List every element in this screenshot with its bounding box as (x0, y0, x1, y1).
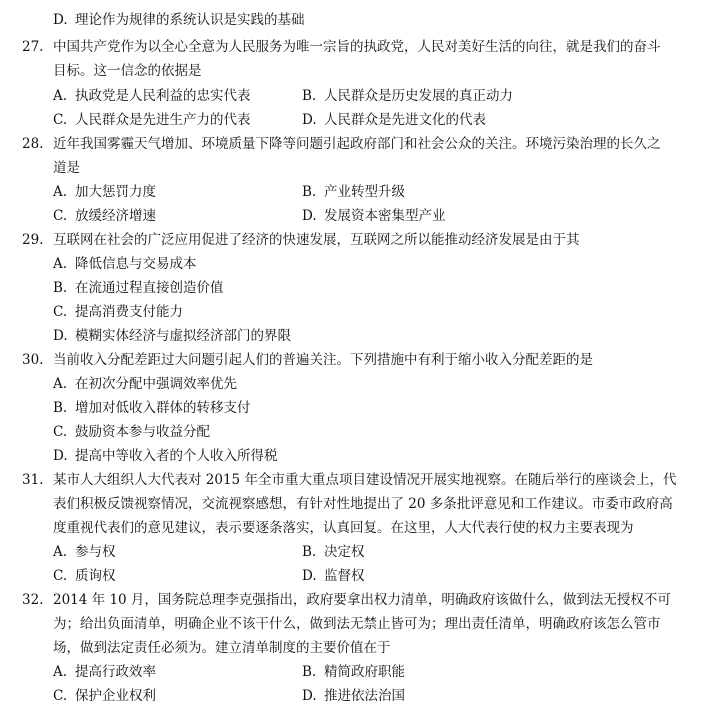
option-a: A. 提高行政效率 (53, 664, 156, 680)
option-d: D. 监督权 (302, 568, 365, 584)
option-text: 理论作为规律的系统认识是实践的基础 (75, 12, 305, 28)
option-a: A. 加大惩罚力度 (53, 184, 156, 200)
option-d: D. 提高中等收入者的个人收入所得税 (53, 448, 278, 464)
question-number: 28. (22, 136, 44, 152)
question-number: 31. (22, 472, 44, 488)
question-stem: 近年我国雾霾天气增加、环境质量下降等问题引起政府部门和社会公众的关注。环境污染治理的长久之 (53, 136, 661, 152)
question-number: 30. (22, 352, 44, 368)
option-b: B. 在流通过程直接创造价值 (53, 280, 224, 296)
question-number: 32. (22, 592, 44, 608)
question-stem: 场，做到法定责任必须为。建立清单制度的主要价值在于 (53, 640, 391, 656)
question-stem: 为；给出负面清单，明确企业不该干什么，做到法无禁止皆可为；理出责任清单，明确政府该怎么管市 (53, 616, 661, 632)
option-c: C. 放缓经济增速 (53, 208, 156, 224)
option-d: D. 发展资本密集型产业 (302, 208, 446, 224)
question-stem: 中国共产党作为以全心全意为人民服务为唯一宗旨的执政党，人民对美好生活的向往，就是我们的奋斗 (53, 39, 661, 55)
option-c: C. 保护企业权利 (53, 688, 156, 704)
option-a: A. 降低信息与交易成本 (53, 256, 197, 272)
question-stem: 2014 年 10 月，国务院总理李克强指出，政府要拿出权力清单，明确政府该做什么，做到法无授权不可 (53, 592, 671, 608)
question-stem: 表们积极反馈视察情况，交流视察感想，有针对性地提出了 20 多条批评意见和工作建议。市委市政府高 (53, 496, 673, 512)
option-a: A. 参与权 (53, 544, 116, 560)
question-stem: 目标。这一信念的依据是 (53, 63, 202, 79)
lead-option (0, 8, 704, 32)
option-d: D. 人民群众是先进文化的代表 (302, 112, 486, 128)
option-c: C. 鼓励资本参与收益分配 (53, 424, 210, 440)
question-stem: 某市人大组织人大代表对 2015 年全市重大重点项目建设情况开展实地视察。在随后举行的座谈会上，代 (53, 472, 677, 488)
question-stem: 道是 (53, 160, 80, 176)
option-b: B. 产业转型升级 (302, 184, 405, 200)
question-number: 29. (22, 232, 44, 248)
question-stem: 当前收入分配差距过大问题引起人们的普遍关注。下列措施中有利于缩小收入分配差距的是 (53, 352, 593, 368)
option-label: D. (53, 12, 68, 28)
option-a: A. 执政党是人民利益的忠实代表 (53, 88, 251, 104)
option-d: D. 推进依法治国 (302, 688, 405, 704)
option-c: C. 人民群众是先进生产力的代表 (53, 112, 251, 128)
option-c: C. 质询权 (53, 568, 116, 584)
question-stem: 度重视代表们的意见建议，表示要逐条落实，认真回复。在这里，人大代表行使的权力主要表现为 (53, 520, 634, 536)
option-b: B. 增加对低收入群体的转移支付 (53, 400, 251, 416)
option-b: B. 人民群众是历史发展的真正动力 (302, 88, 513, 104)
option-c: C. 提高消费支付能力 (53, 304, 183, 320)
option-b: B. 精简政府职能 (302, 664, 405, 680)
question-number: 27. (22, 39, 44, 55)
option-d: D. 模糊实体经济与虚拟经济部门的界限 (53, 328, 291, 344)
option-a: A. 在初次分配中强调效率优先 (53, 376, 237, 392)
option-b: B. 决定权 (302, 544, 365, 560)
question-stem: 互联网在社会的广泛应用促进了经济的快速发展，互联网之所以能推动经济发展是由于其 (53, 232, 580, 248)
